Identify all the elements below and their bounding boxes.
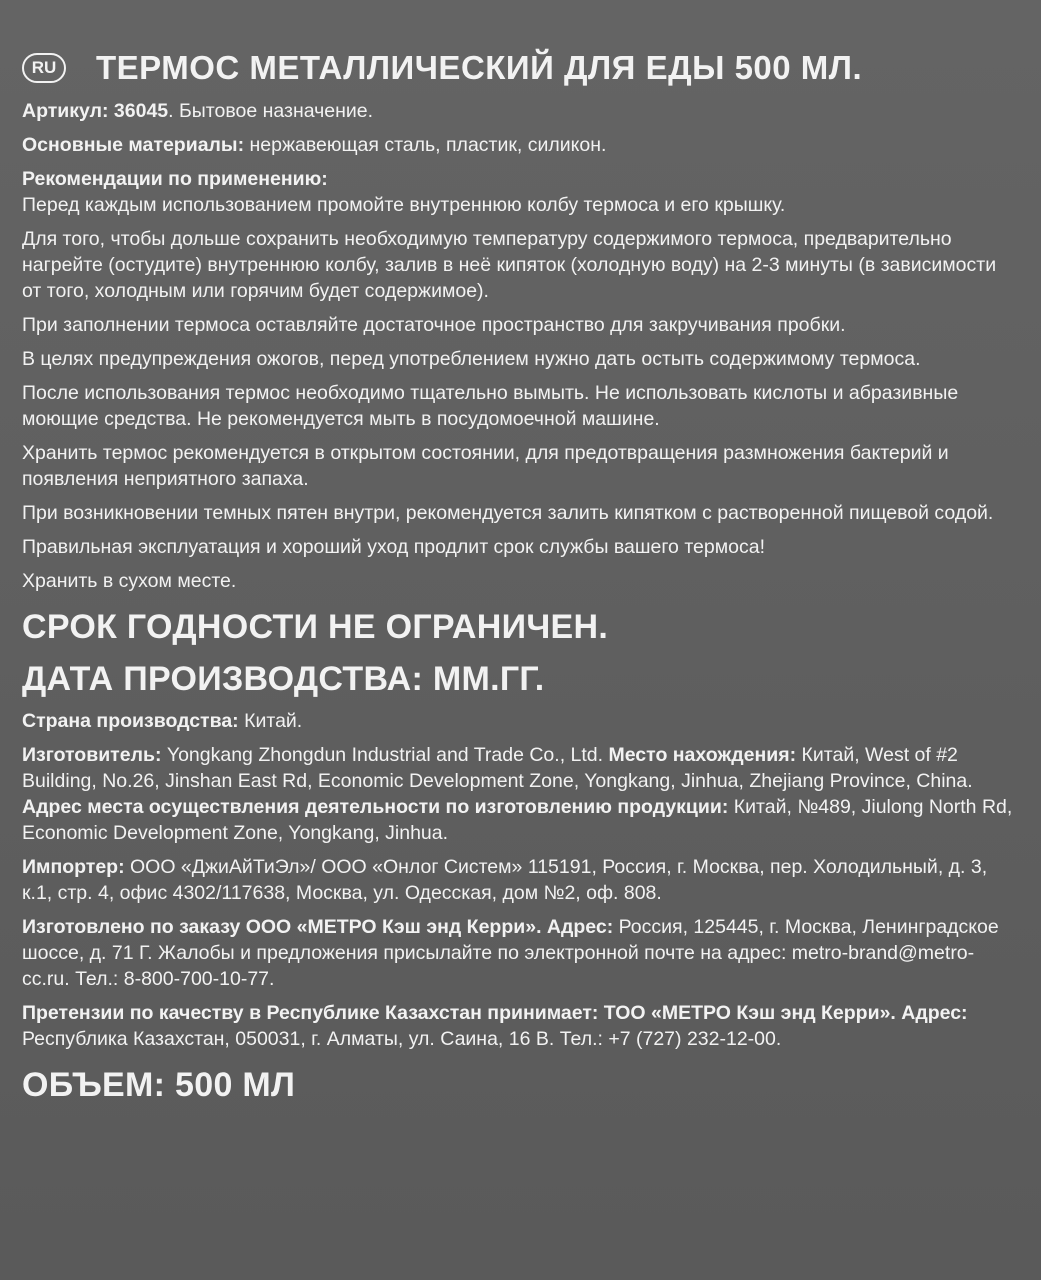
recommendation-paragraph: После использования термос необходимо тщательно вымыть. Не использовать кислоты и абразивные моющие средства. Не рекомендуется мыть в посудомоечной машине. [22,382,959,430]
recommendations-heading [22,166,1020,192]
recommendation-paragraph: Для того, чтобы дольше сохранить необходимую температуру содержимого термоса, предварительно нагрейте (остудите) внутреннюю колбу, залив в неё кипяток (холодную воду) на 2-3 минуты (в зависимости от того, холодным или горячим будет содержимое). [22,228,997,302]
production-date: ДАТА ПРОИЗВОДСТВА: ММ.ГГ. [22,660,545,698]
recommendation-paragraph: В целях предупреждения ожогов, перед употреблением нужно дать остыть содержимому термоса. [22,348,921,370]
kazakhstan-claims-label: Претензии по качеству в Республике Казахстан принимает: ТОО «МЕТРО Кэш энд Керри». Адрес: [22,1002,968,1024]
language-badge: RU [22,53,66,83]
manufacturer-label: Изготовитель: [22,744,162,766]
ordered-by-label: Изготовлено по заказу ООО «МЕТРО Кэш энд Керри». Адрес: [22,916,614,938]
ordered-by-text: Россия, 125445, г. Москва, Ленинградское шоссе, д. 71 Г. Жалобы и предложения присылайте по электронной почте на адрес: metro-brand@metro-cc.ru. Тел.: 8-800-700-10-77. [22,916,999,990]
country-label: Страна производства: [22,710,239,732]
importer-block [22,854,1020,906]
recommendation-paragraph: Хранить в сухом месте. [22,570,237,592]
recommendations-heading-text: Рекомендации по применению: [22,168,328,190]
location-label: Место нахождения: [608,744,797,766]
kazakhstan-claims-text: Республика Казахстан, 050031, г. Алматы, ул. Саина, 16 В. Тел.: +7 (727) 232-12-00. [22,1028,782,1050]
importer-label: Импортер: [22,856,125,878]
recommendation-paragraph: Перед каждым использованием промойте внутреннюю колбу термоса и его крышку. [22,194,786,216]
importer-text: ООО «ДжиАйТиЭл»/ ООО «Онлог Систем» 115191, Россия, г. Москва, пер. Холодильный, д. 3, к.1, стр. 4, офис 4302/117638, Москва, ул. Одесская, дом №2, оф. 808. [22,856,988,904]
manufacturer-block [22,742,1020,846]
materials-label: Основные материалы: [22,134,245,156]
article-text: . Бытовое назначение. [168,100,374,122]
product-title: ТЕРМОС МЕТАЛЛИЧЕСКИЙ ДЛЯ ЕДЫ 500 МЛ. [96,49,863,86]
volume: ОБЪЕМ: 500 МЛ [22,1066,296,1104]
location-text: Китай, West of #2 Building, No.26, Jinshan East Rd, Economic Development Zone, Yongkang, Jinhua, Zhejiang Province, China. [22,744,973,792]
country-text: Китай. [238,710,303,732]
materials-text: нержавеющая сталь, пластик, силикон. [244,134,607,156]
kazakhstan-claims-block [22,1000,1020,1052]
article-line [22,98,1020,124]
materials-line [22,132,1020,158]
shelf-life: СРОК ГОДНОСТИ НЕ ОГРАНИЧЕН. [22,608,609,646]
manufacturer-text: Yongkang Zhongdun Industrial and Trade Co., Ltd. [161,744,609,766]
production-address-label: Адрес места осуществления деятельности по изготовлению продукции: [22,796,729,818]
production-address-text: Китай, №489, Jiulong North Rd, Economic Development Zone, Yongkang, Jinhua. [22,796,1013,844]
label-header [22,38,1020,98]
article-label: Артикул: 36045 [22,100,169,122]
ordered-by-block [22,914,1020,992]
recommendation-paragraph: При заполнении термоса оставляйте достаточное пространство для закручивания пробки. [22,314,846,336]
recommendation-paragraph: Хранить термос рекомендуется в открытом состоянии, для предотвращения размножения бактерий и появления неприятного запаха. [22,442,949,490]
recommendation-paragraph: При возникновении темных пятен внутри, рекомендуется залить кипятком с растворенной пищевой содой. [22,502,994,524]
recommendation-paragraph: Правильная эксплуатация и хороший уход продлит срок службы вашего термоса! [22,536,765,558]
country-line [22,708,1020,734]
product-label [22,38,1020,1114]
